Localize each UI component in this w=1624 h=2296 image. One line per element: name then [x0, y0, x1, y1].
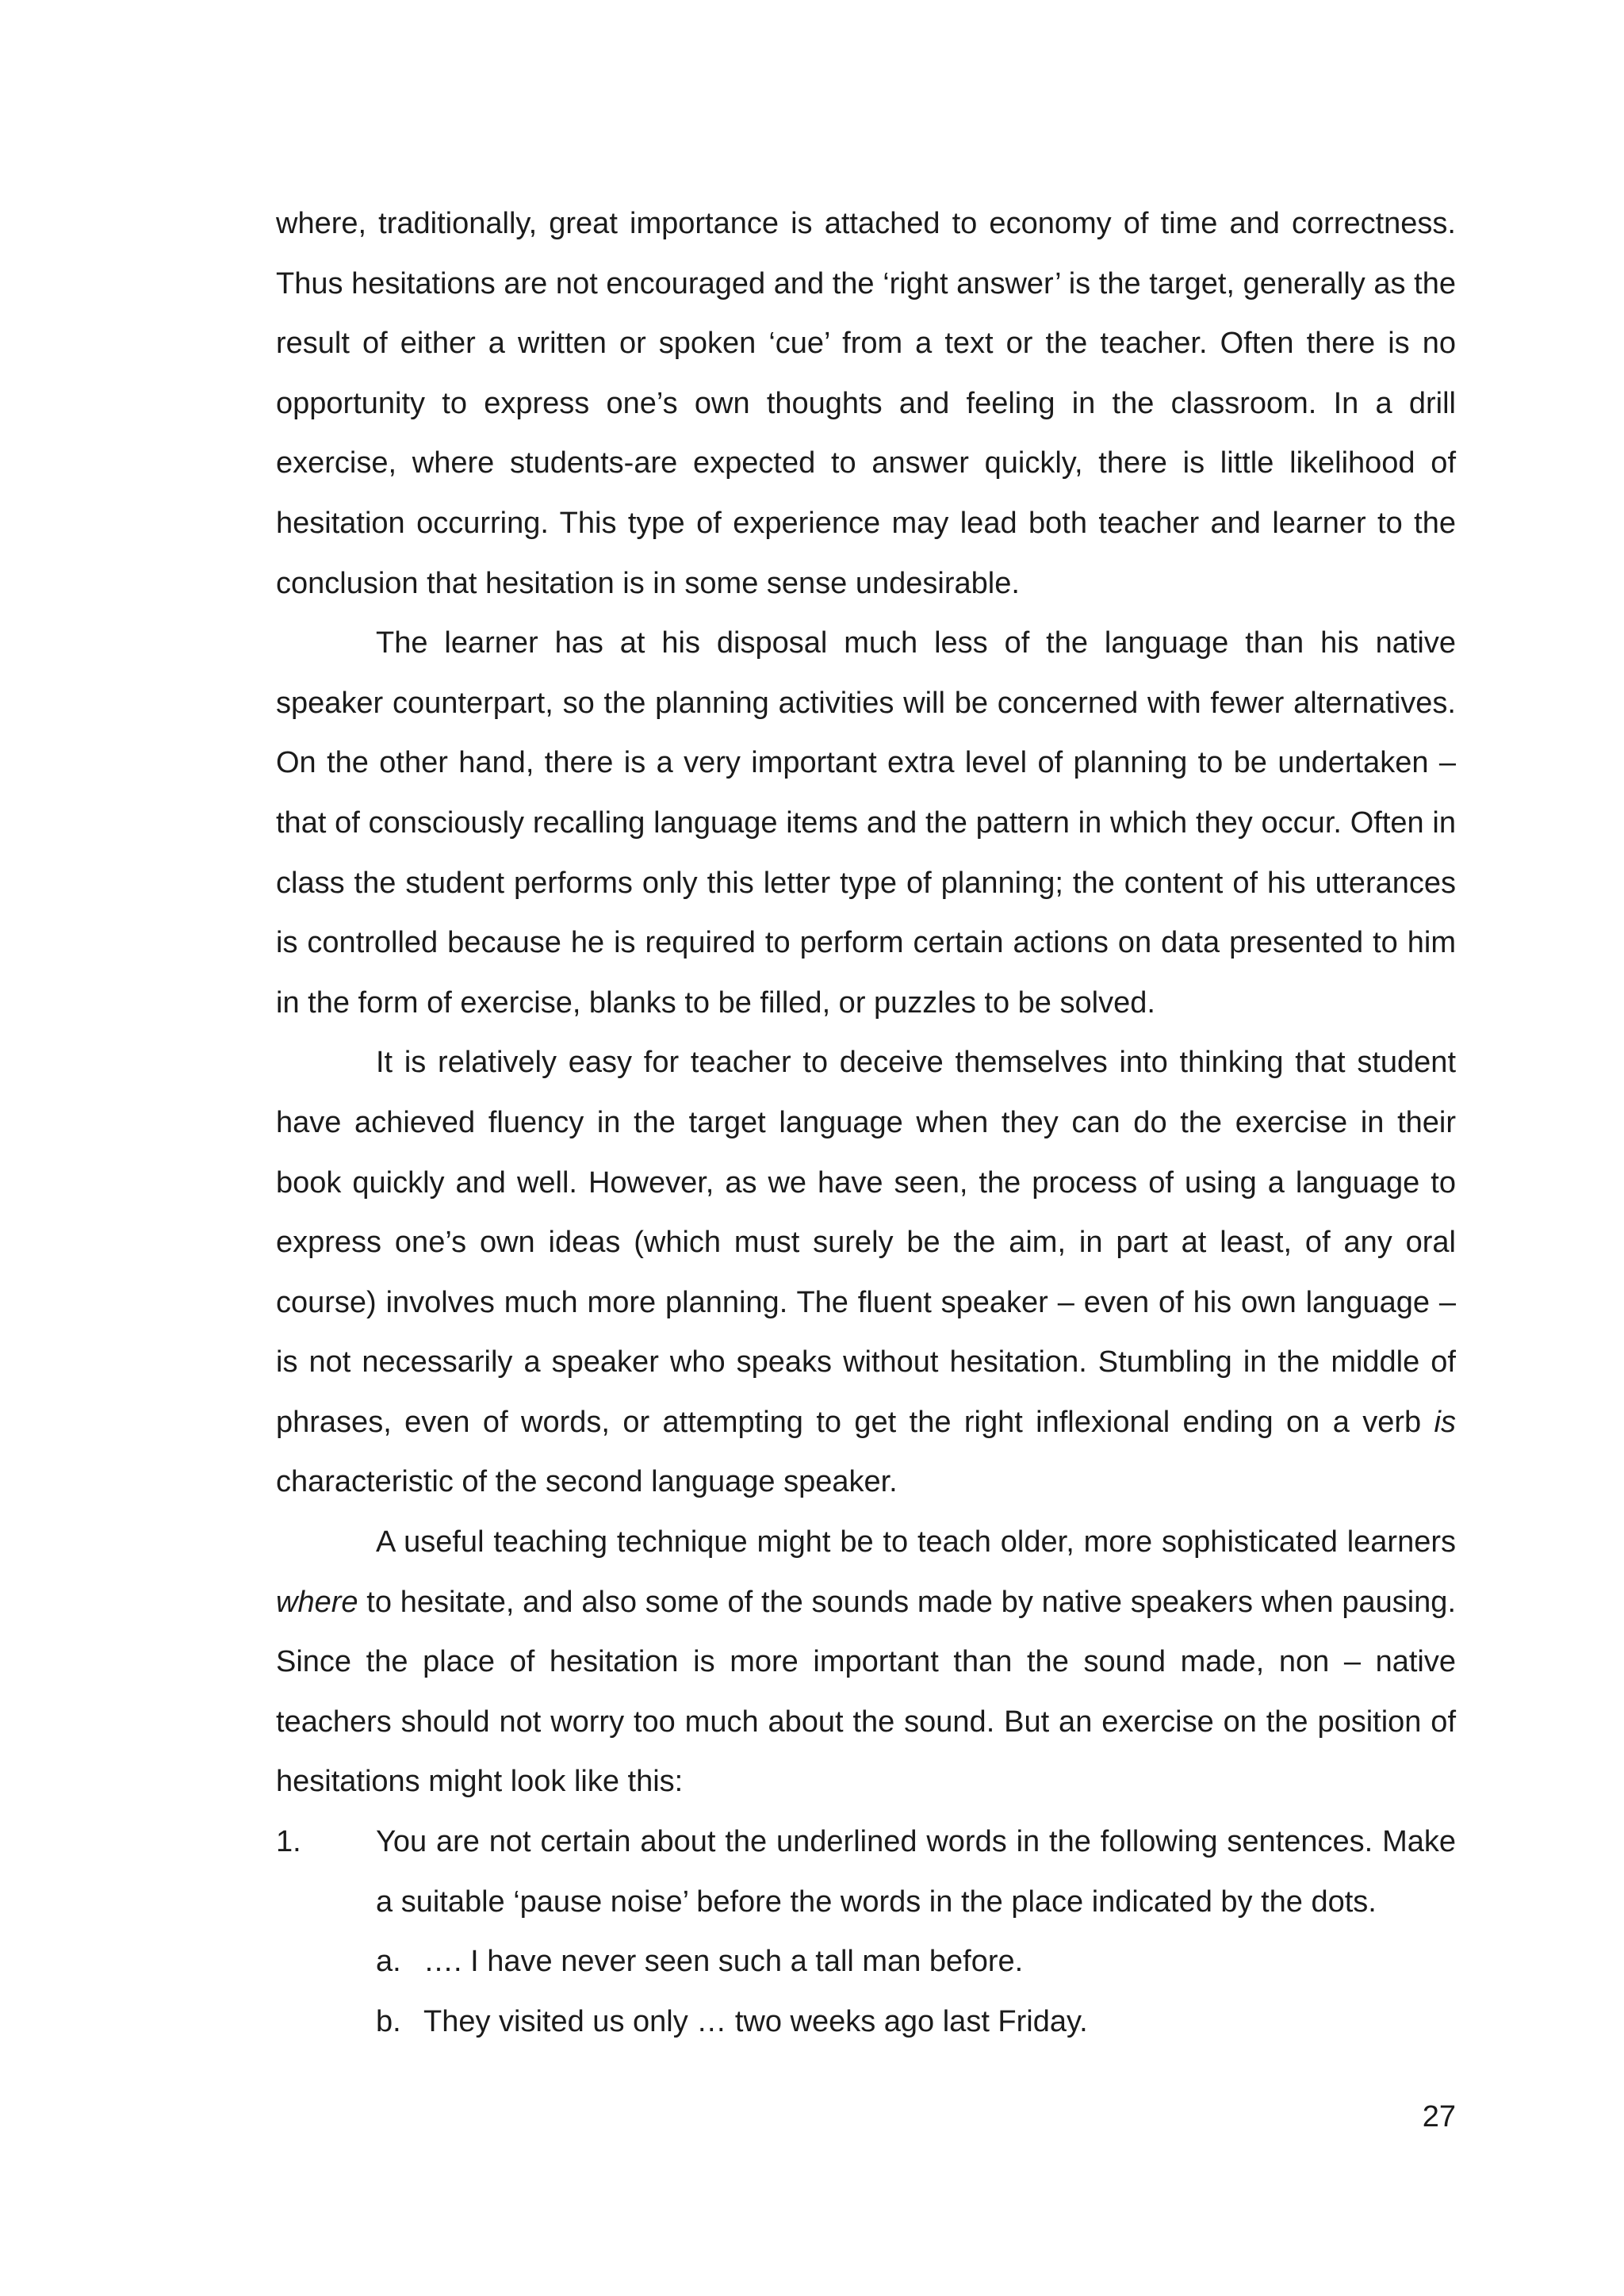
- paragraph-1: where, traditionally, great importance is attached to economy of time and correctness. Thus hesitations are not encouraged and the ‘right answer’ is the target, generally as the result of either a written or spoken ‘cue’ from a text or the teacher. Often there is no opportunity to express one’s own thoughts and feeling in the classroom. In a drill exercise, where students-are expected to answer quickly, there is little likelihood of hesitation occurring. This type of experience may lead both teacher and learner to the conclusion that hesitation is in some sense undesirable.: [276, 207, 1456, 600]
- body-text: [276, 194, 1456, 2052]
- exercise-number: 1.: [276, 1825, 301, 1859]
- paragraph-3-italic-word: is: [1434, 1405, 1456, 1439]
- exercise-sentence-a: [376, 1932, 1456, 1992]
- paragraph-3: [276, 1033, 1456, 1513]
- sentence-marker: a.: [376, 1945, 401, 1979]
- paragraph-4-italic-word: where: [276, 1585, 358, 1619]
- sentence-marker: b.: [376, 2004, 401, 2038]
- sentence-text: …. I have never seen such a tall man before.: [423, 1945, 1024, 1979]
- paragraph-4: [276, 1513, 1456, 1812]
- paragraph-4-text-before: A useful teaching technique might be to teach older, more sophisticated learners: [376, 1525, 1456, 1559]
- paragraph-2: The learner has at his disposal much less of the language than his native speaker counterpart, so the planning activities will be concerned with fewer alternatives. On the other hand, there is a very important extra level of planning to be undertaken – that of consciously recalling language items and the pattern in which they occur. Often in class the student performs only this letter type of planning; the content of his utterances is controlled because he is required to perform certain actions on data presented to him in the form of exercise, blanks to be filled, or puzzles to be solved.: [276, 626, 1456, 1020]
- exercise-item: [276, 1812, 1456, 1932]
- exercise-instruction: You are not certain about the underlined words in the following sentences. Make a suitable ‘pause noise’ before the words in the place indicated by the dots.: [376, 1825, 1456, 1919]
- paragraph-4-text-after: to hesitate, and also some of the sounds made by native speakers when pausing. Since the place of hesitation is more important than the sound made, non – native teachers should not worry too much about the sound. But an exercise on the position of hesitations might look like this:: [276, 1585, 1456, 1799]
- exercise-sentence-b: [376, 1992, 1456, 2053]
- sentence-text: They visited us only … two weeks ago last Friday.: [423, 2004, 1088, 2038]
- paragraph-3-text-before: It is relatively easy for teacher to deceive themselves into thinking that student have achieved fluency in the target language when they can do the exercise in their book quickly and well. However, as we have seen, the process of using a language to express one’s own ideas (which must surely be the aim, in part at least, of any oral course) involves much more planning. The fluent speaker – even of his own language – is not necessarily a speaker who speaks without hesitation. Stumbling in the middle of phrases, even of words, or attempting to get the right inflexional ending on a verb: [276, 1046, 1456, 1439]
- page-number: 27: [1422, 2100, 1456, 2133]
- paragraph-3-text-after: characteristic of the second language speaker.: [276, 1465, 898, 1499]
- exercise-sentences: [276, 1932, 1456, 2052]
